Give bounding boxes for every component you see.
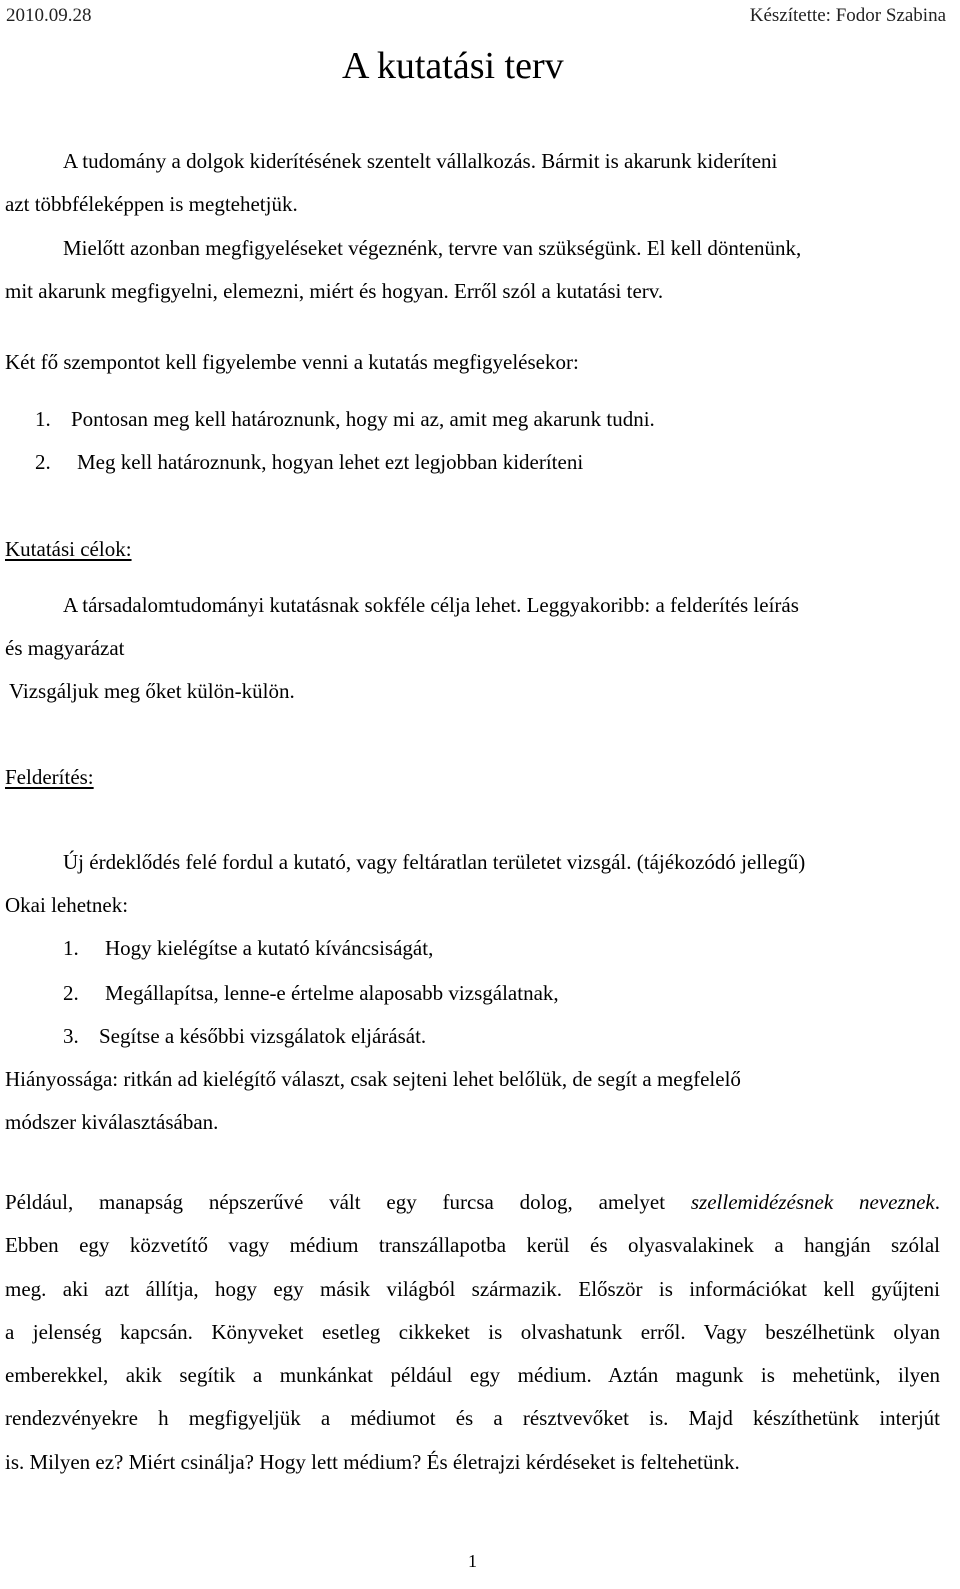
intro-p1-line2: azt többféleképpen is megtehetjük. <box>5 192 298 216</box>
goals-heading: Kutatási célok: <box>5 537 132 561</box>
page-title: A kutatási terv <box>342 45 564 87</box>
aspect-item-text: Meg kell határoznunk, hogyan lehet ezt legjobban kideríteni <box>77 450 584 474</box>
goals-line1: A társadalomtudományi kutatásnak sokféle célja lehet. Leggyakoribb: a felderítés leírás <box>63 593 799 617</box>
reason-number: 2. <box>63 981 79 1005</box>
reason-number: 3. <box>63 1024 79 1048</box>
page-number: 1 <box>468 1551 477 1571</box>
example-line1-end: . <box>934 1190 941 1214</box>
exploration-heading: Felderítés: <box>5 765 94 789</box>
exploration-line1: Új érdeklődés felé fordul a kutató, vagy feltáratlan területet vizsgál. (tájékozódó jellegű) <box>63 850 806 874</box>
drawback-line1: Hiányossága: ritkán ad kielégítő választ, csak sejteni lehet belőlük, de segít a megfelelő <box>5 1067 741 1091</box>
goals-line3: Vizsgáljuk meg őket külön-külön. <box>9 679 295 703</box>
reason-number: 1. <box>63 936 79 960</box>
intro-p2-line1: Mielőtt azonban megfigyeléseket végeznénk, tervre van szükségünk. El kell döntenünk, <box>63 236 802 260</box>
example-line4: a jelenség kapcsán. Könyveket esetleg cikkeket is olvashatunk erről. Vagy beszélhetünk olyan <box>5 1319 940 1344</box>
aspect-item-number: 2. <box>35 450 51 474</box>
example-line2: Ebben egy közvetítő vagy médium transzállapotba kerül és olyasvalakinek a hangján szólal <box>5 1233 940 1258</box>
drawback-line2: módszer kiválasztásában. <box>5 1110 219 1134</box>
goals-line2: és magyarázat <box>5 636 125 660</box>
intro-p1-line1: A tudomány a dolgok kiderítésének szentelt vállalkozás. Bármit is akarunk kideríteni <box>63 149 778 173</box>
example-paragraph <box>5 1181 940 1484</box>
header-date: 2010.09.28 <box>6 5 92 26</box>
example-line3: meg. aki azt állítja, hogy egy másik világból származik. Először is információkat kell gyűjteni <box>5 1276 940 1301</box>
example-line5: emberekkel, akik segítik a munkánkat például egy médium. Aztán magunk is mehetünk, ilyen <box>5 1363 940 1388</box>
example-line1 <box>5 1181 940 1224</box>
example-italic-term: szellemidézésnek neveznek <box>690 1190 935 1214</box>
reason-text: Hogy kielégítse a kutató kíváncsiságát, <box>105 936 434 960</box>
reason-text: Segítse a későbbi vizsgálatok eljárását. <box>99 1024 427 1048</box>
reason-text: Megállapítsa, lenne-e értelme alaposabb vizsgálatnak, <box>105 981 559 1005</box>
example-line1-text: Például, manapság népszerűvé vált egy furcsa dolog, amelyet <box>5 1190 691 1214</box>
aspects-lead: Két fő szempontot kell figyelembe venni a kutatás megfigyelésekor: <box>5 350 579 374</box>
aspect-item-text: Pontosan meg kell határoznunk, hogy mi az, amit meg akarunk tudni. <box>71 407 655 431</box>
header-author: Készítette: Fodor Szabina <box>749 5 946 26</box>
aspect-item-number: 1. <box>35 407 51 431</box>
intro-p2-line2: mit akarunk megfigyelni, elemezni, miért és hogyan. Erről szól a kutatási terv. <box>5 279 664 303</box>
example-line6: rendezvényekre h megfigyeljük a médiumot és a résztvevőket is. Majd készíthetünk interjút <box>5 1406 940 1431</box>
reasons-lead: Okai lehetnek: <box>5 893 129 917</box>
example-line7: is. Milyen ez? Miért csinálja? Hogy lett médium? És életrajzi kérdéseket is feltehetünk. <box>5 1449 740 1474</box>
